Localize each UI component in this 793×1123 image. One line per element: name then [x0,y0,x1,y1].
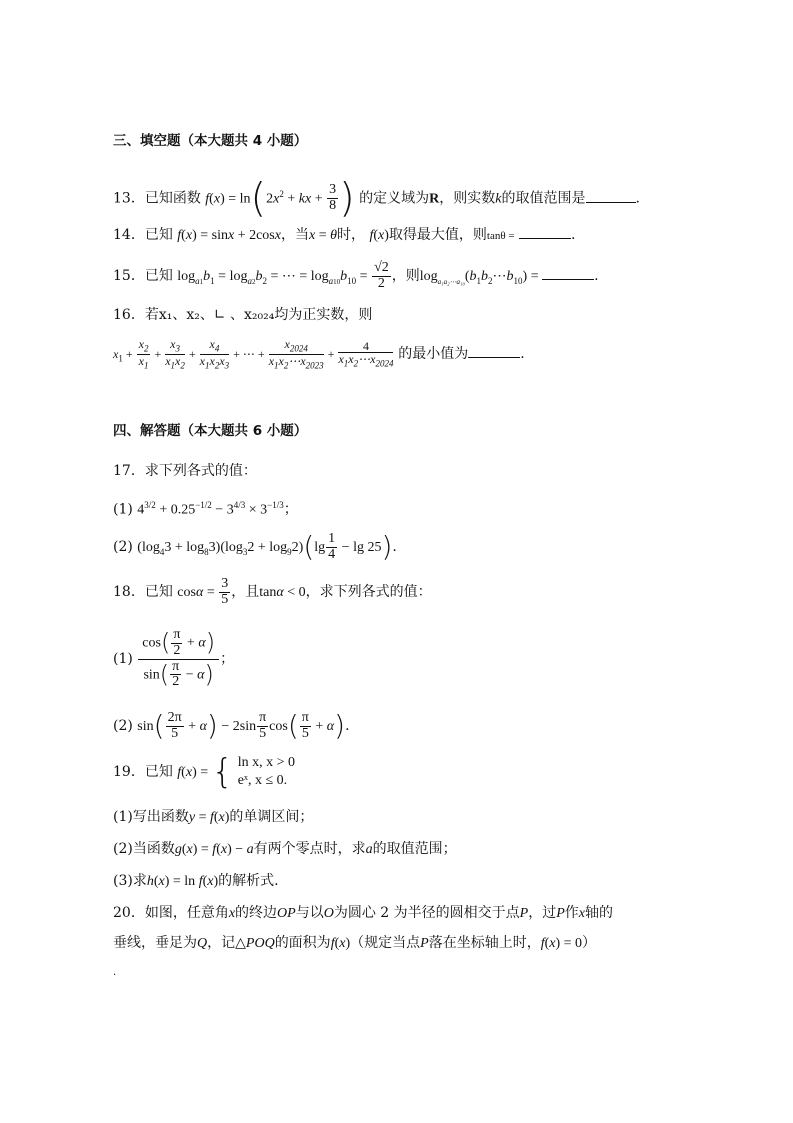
q15-answer-blank [542,267,594,280]
q14-tail: tanθ = [486,230,515,242]
question-20-line3: . [113,967,117,978]
q13-prefix: 13．已知函数 [113,190,201,207]
q19-case2: eˣ, x ≤ 0. [237,773,288,788]
section-4-title: 四、解答题（本大题共 6 小题） [113,423,308,439]
question-18-part1: (1) cos( $\frac{\pi}{2}$ + α) sin( $\frac{\pi}{2}$ − α) ； [113,627,235,690]
q13-tail: 的取值范围是 [501,190,586,207]
question-18-part2: (2) sin( $\frac{2\pi}{5}$ + α) − 2sin $\frac{\pi}{5}$ cos( $\frac{\pi}{5}$ + α). [113,709,350,742]
q18-tail: ，求下列各式的值： [305,584,432,600]
section-3-title: 三、填空题（本大题共 4 小题） [113,133,308,149]
question-15: 15．已知 $\log_{a1}b_1 = \log_{a2}b_2$ = ⋯ = $\log_{a10}b_{10}$ = $\frac{√2}{2}$ ，则$\log_{a_1a_2\cdots a_{10}}(b_1b_2\cdots b_{10})$ = . [113,259,599,291]
q14-mid1: ，当 [280,227,309,243]
question-18: 18．已知 cosα = $\frac{3}{5}$ ，且tanα < 0，求下列各式的值： [113,575,432,607]
question-20-line2: 垂线，垂足为Q，记△POQ的面积为f(x)（规定当点P落在坐标轴上时，f(x) = 0） [113,935,597,951]
q13-fraction: $\frac{3}{8}$ [329,182,337,214]
q14-prefix: 14．已知 [113,227,173,243]
q19-case1: ln x, x > 0 [237,755,296,770]
q18-mid: ，且 [231,584,260,600]
question-19-part3: (3)求h(x) = ln f(x)的解析式. [113,873,279,889]
q16-answer-blank [468,345,520,358]
question-16-expression: $x_1$ + $\frac{x_2}{x_1}$ + $\frac{x_3}{x_1x_2}$ + $\frac{x_4}{x_1x_2x_3}$ + ⋯ + $\frac{x_{2024}}{x_1x_2\cdots x_{2023}}$ + $\frac{4}{x_1x_2\cdots x_{2024}}$ 的最小值为 . [113,337,525,371]
q14-answer-blank [519,226,571,239]
question-19-part2: (2)当函数g(x) = f(x) − a有两个零点时，求a的取值范围； [113,841,457,857]
q18-prefix: 18．已知 [113,584,173,600]
question-13: 13．已知函数 $f(x) = \ln(2x^2$ + kx + $\frac{3}{8}$ ) 的定义域为R，则实数k的取值范围是 . [113,175,640,222]
question-17-part1: (1) $4^{3/2} + 0.25^{-1/2} - 3^{4/3} \times 3^{-1/3}$； [113,500,298,518]
question-17-intro: 17．求下列各式的值： [113,463,257,479]
question-16-line1: 16．若x₁、x₂、∟ 、x₂₀₂₄均为正实数，则 [113,307,373,323]
q14-mid2: 时， [336,227,365,243]
q15-mid: ，则 [391,268,420,284]
question-17-part2: (2) $(\log_43 + \log_83)(\log_32 + \log_92)(\lg$ $\frac{1}{4}$ − lg 25). [113,530,397,564]
q15-fraction: $\frac{√2}{2}$ [374,259,389,291]
question-14: 14．已知 f(x) = sinx + 2cosx，当x = θ时， f(x)取得最大值，则tanθ = . [113,227,576,243]
q13-answer-blank [586,190,636,203]
q13-R: R [429,191,440,207]
q13-suffix: ，则实数 [439,190,496,207]
q13-k: k [495,191,502,207]
q13-func: f [205,191,210,207]
q15-prefix: 15．已知 [113,268,173,284]
question-19: 19．已知 f(x) = { ln x, x > 0 eˣ, x ≤ 0. [113,752,296,792]
q13-mid: 的定义域为 [359,190,430,207]
q19-prefix: 19．已知 [113,764,173,780]
q16-tail: 的最小值为 [398,346,469,362]
question-19-part1: (1)写出函数y = f(x)的单调区间； [113,809,314,825]
question-20-line1: 20．如图，任意角x的终边OP与以O为圆心 2 为半径的圆相交于点P，过P作x轴的 [113,905,613,921]
q14-mid3: 取得最大值，则 [388,227,487,243]
